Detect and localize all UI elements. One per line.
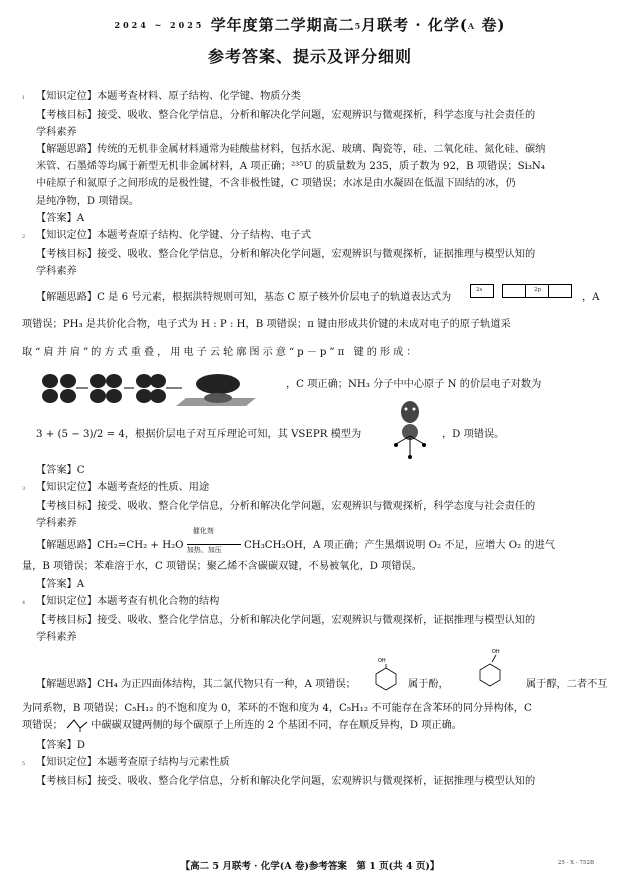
- page-footer: 【高二 5 月联考 · 化学(A 卷)参考答案 第 1 页(共 4 页)】 25 - X - 752B: [180, 860, 594, 872]
- answer-body: [22, 88, 608, 790]
- alcohol-structure: [472, 646, 516, 690]
- page-header: [0, 14, 620, 67]
- question-4: 4 【知识定位】本题考查有机化合物的结构 【考核目标】接受、吸收、整合化学信息，分析和解决化学问题，宏观辨识与微观探析，证据推理与模型认知的 学科素养 【解题思路】CH₄ 为正四面体结构，其二氯代物只有一种，A 项错误； OH 属于酚， OH 属于醇，二者不互 为同系物，B 项错误；C₅H₁₂ 的不饱和度为 0，苯环的不饱和度为 4，C₅H₁₂ 不可能存在含苯环的同分异构体，C 项错误； 中碳碳双键两侧的每个碳原子上所连的 2 个基团不同，存在顺反异构，D 项正确。 【答案】D: [22, 593, 596, 754]
- orbital-box-2p-3: [548, 284, 572, 298]
- question-5: 5 【知识定位】本题考查原子结构与元素性质 【考核目标】接受、吸收、整合化学信息，分析和解决化学问题，宏观辨识与微观探析，证据推理与模型认知的: [22, 757, 536, 788]
- question-1: 1 【知识定位】本题考查材料、原子结构、化学键、物质分类 【考核目标】接受、吸收、整合化学信息，分析和解决化学问题，宏观辨识与微观探析，科学态度与社会责任的 学科素养 【解题思路】传统的无机非金属材料通常为硅酸盐材料，包括水泥、玻璃、陶瓷等，硅、二氧化硅、氮化硅、碳纳 米管、石墨烯等均属于新型无机非金属材料，A 项正确；²³⁵U 的质量数为 235，质子数为 92，B 项错误；Si₃N₄ 中硅原子和氮原子之间形成的是极性键，不含非极性键，C 项错误；水冰是由水凝固在低温下固结的冰，仍 是纯净物，D 项错误。 【答案】A: [22, 88, 596, 227]
- doc-title: 2024 ~ 2025 学年度第二学期高二5月联考 · 化学(A 卷): [114, 16, 506, 34]
- question-2: 2 【知识定位】本题考查原子结构、化学键、分子结构、电子式 【考核目标】接受、吸收、整合化学信息，分析和解决化学问题，宏观辨识与微观探析，证据推理与模型认知的 学科素养 【解题思路】C 是 6 号元素，根据洪特规则可知，基态 C 原子核外价层电子的轨道表达式为 2s 2p ，A 项错误；PH₃ 是共价化合物，电子式为 H : P : H，B 项错误；π 键由形成共价键的未成对电子的原子轨道采 取“肩并肩”的方式重叠，用电子云轮廓图示意“p－p”π 键的形成： ，C 项正确；NH₃ 分子中中心原子 N 的价层电子对数为 3 + (5 − 3)/2 = 4，根据价层电子对互斥理论可知，其 VSEPR 模型为 ，D 项错误。 【答案】C: [22, 227, 596, 479]
- answer-4: 【答案】D: [36, 739, 85, 751]
- doc-code: 25 - X - 752B: [557, 860, 594, 866]
- svg-text:OH: OH: [378, 657, 386, 664]
- answer-2: 【答案】C: [36, 465, 85, 477]
- orbital-box-2s: [470, 284, 494, 298]
- reaction-arrow: 催化剂 加热、加压: [187, 536, 241, 554]
- vsepr-tetrahedral-model: [388, 400, 434, 462]
- orbital-diagram: 2s 2p: [470, 274, 590, 292]
- question-3: 3 【知识定位】本题考查烃的性质、用途 【考核目标】接受、吸收、整合化学信息，分析和解决化学问题，宏观辨识与微观探析，科学态度与社会责任的 学科素养 【解题思路】CH₂=CH₂ + H₂O 催化剂 加热、加压 CH₃CH₂OH，A 项正确；产生黑烟说明 O₂ 不足，应增大 O₂ 的进气 量，B 项错误；苯难溶于水，C 项错误；聚乙烯不含碳碳双键，不易被氧化，D 项错误。 【答案】A: [22, 479, 596, 592]
- doc-subtitle: 参考答案、提示及评分细则: [207, 47, 412, 66]
- answer-3: 【答案】A: [36, 578, 85, 590]
- answer-1: 【答案】A: [36, 212, 85, 224]
- orbital-box-2p-2: [525, 284, 549, 298]
- alkene-structure: [66, 718, 88, 732]
- pi-bond-diagram: [36, 370, 266, 406]
- phenol-structure: [366, 656, 406, 690]
- orbital-box-2p-1: [502, 284, 526, 298]
- svg-text:OH: OH: [492, 648, 500, 655]
